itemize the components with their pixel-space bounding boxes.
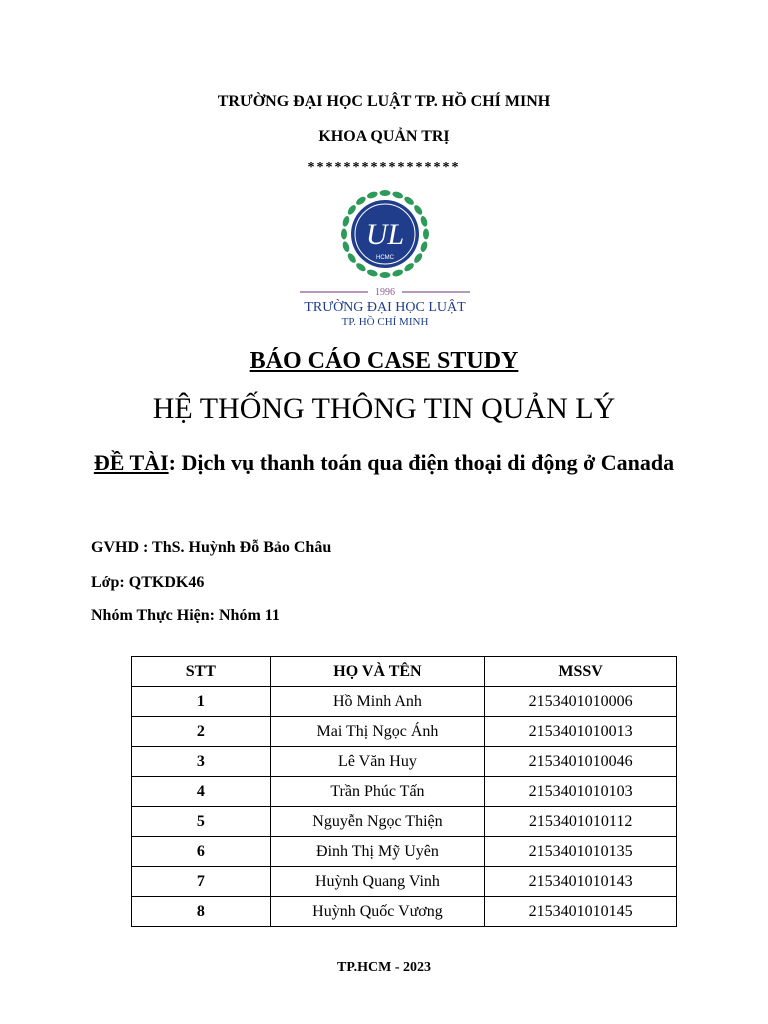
logo-leaf-icon [341,241,350,253]
cell-mssv: 2153401010112 [485,807,677,837]
logo-leaf-icon [355,195,367,206]
logo-name-line2: TP. HỒ CHÍ MINH [341,316,429,328]
logo-leaf-icon [380,190,391,196]
cell-name: Trần Phúc Tấn [270,777,485,807]
logo-year: 1996 [375,287,395,298]
cell-mssv: 2153401010013 [485,717,677,747]
cell-name: Mai Thị Ngọc Ánh [270,717,485,747]
cell-stt: 1 [132,687,271,717]
cell-stt: 4 [132,777,271,807]
faculty-name: KHOA QUẢN TRỊ [318,128,450,145]
university-logo [290,186,480,331]
cell-name: Huỳnh Quốc Vương [270,897,485,927]
cell-stt: 3 [132,747,271,777]
logo-leaf-icon [392,190,404,199]
instructor: GVHD : ThS. Huỳnh Đỗ Bảo Châu [91,539,332,556]
group: Nhóm Thực Hiện: Nhóm 11 [91,607,280,624]
table-row [132,717,677,747]
footer-location-year: TP.HCM - 2023 [337,960,431,975]
table-row [132,807,677,837]
cell-name: Lê Văn Huy [270,747,485,777]
cell-stt: 6 [132,837,271,867]
logo-leaf-icon [413,204,424,216]
logo-leaf-icon [413,252,424,264]
university-logo-svg [290,186,480,331]
logo-city: HCMC [376,255,394,261]
star-divider: ***************** [307,160,461,175]
logo-leaf-icon [419,215,428,227]
logo-leaf-icon [419,241,428,253]
cell-mssv: 2153401010006 [485,687,677,717]
logo-leaf-icon [341,215,350,227]
topic [70,448,698,478]
header-name: HỌ VÀ TÊN [270,657,485,687]
cell-stt: 2 [132,717,271,747]
table-row [132,897,677,927]
header-mssv: MSSV [485,657,677,687]
header-stt: STT [132,657,271,687]
logo-leaf-icon [423,229,429,240]
member-table [131,656,677,927]
logo-leaf-icon [341,229,347,240]
cell-mssv: 2153401010046 [485,747,677,777]
cell-name: Nguyễn Ngọc Thiện [270,807,485,837]
cell-stt: 7 [132,867,271,897]
cell-stt: 8 [132,897,271,927]
logo-name-line1: TRƯỜNG ĐẠI HỌC LUẬT [304,300,466,315]
table-row [132,687,677,717]
logo-leaf-icon [403,195,415,206]
report-type: BÁO CÁO CASE STUDY [249,348,519,374]
cell-stt: 5 [132,807,271,837]
subject-title: HỆ THỐNG THÔNG TIN QUẢN LÝ [152,392,616,425]
cell-mssv: 2153401010143 [485,867,677,897]
table-row [132,777,677,807]
table-row [132,747,677,777]
logo-leaf-icon [392,268,404,277]
university-name: TRƯỜNG ĐẠI HỌC LUẬT TP. HỒ CHÍ MINH [217,93,551,110]
logo-leaf-icon [366,268,378,277]
cell-name: Hồ Minh Anh [270,687,485,717]
logo-leaf-icon [346,252,357,264]
logo-leaf-icon [366,190,378,199]
logo-monogram: UL [365,218,405,251]
logo-leaf-icon [355,262,367,273]
logo-leaf-icon [403,262,415,273]
logo-leaf-icon [346,204,357,216]
table-row [132,837,677,867]
table-header-row [132,657,677,687]
class: Lớp: QTKDK46 [91,574,205,591]
cell-mssv: 2153401010145 [485,897,677,927]
logo-leaf-icon [380,272,391,278]
table-row [132,867,677,897]
cell-name: Huỳnh Quang Vinh [270,867,485,897]
cell-mssv: 2153401010135 [485,837,677,867]
topic-text: : Dịch vụ thanh toán qua điện thoại di động ở Canada [168,450,675,475]
cell-mssv: 2153401010103 [485,777,677,807]
topic-label: ĐỀ TÀI [93,450,169,475]
cell-name: Đinh Thị Mỹ Uyên [270,837,485,867]
